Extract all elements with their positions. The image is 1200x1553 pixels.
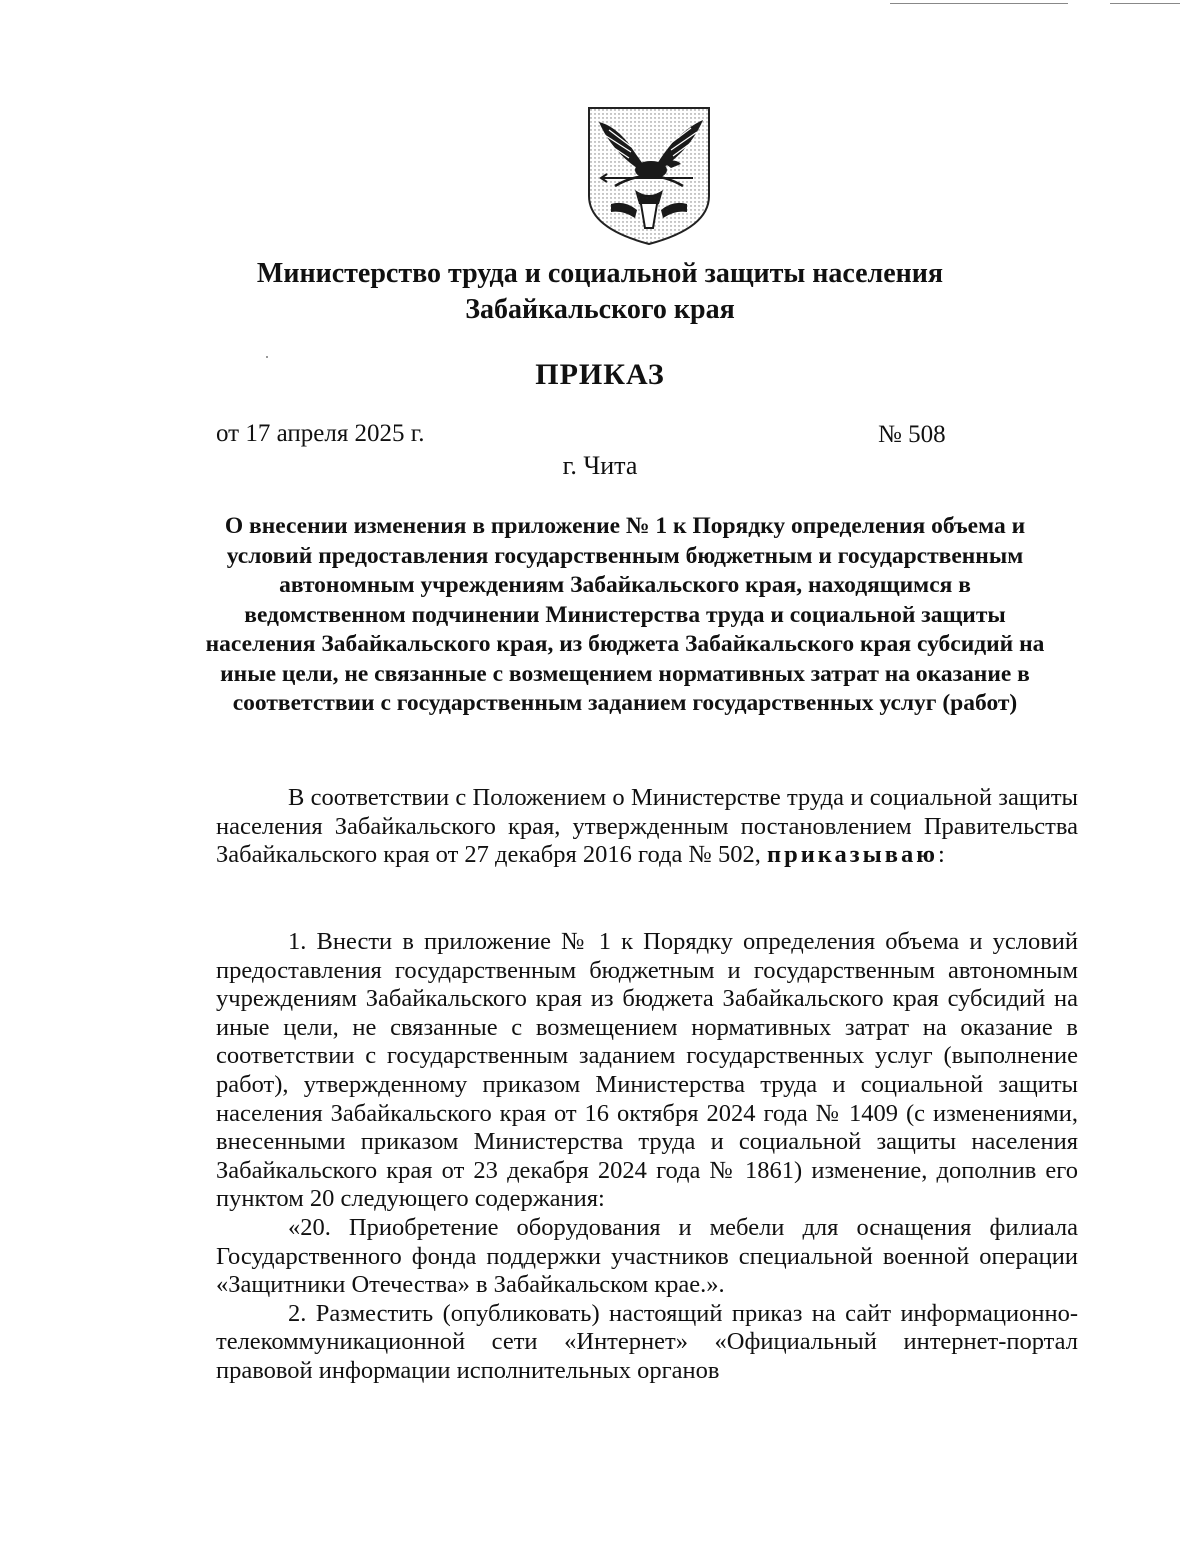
ministry-name-line1: Министерство труда и социальной защиты населения [256,258,944,289]
document-number: № 508 [878,421,946,448]
preamble-section [216,784,1078,870]
order-items-section [216,928,1078,1386]
document-city: г. Чита [562,451,638,480]
document-subject: О внесении изменения в приложение № 1 к Порядку определения объема и условий предоставления государственным бюджетным и государственным автономным учреждениям Забайкальского края, находящимся в ведомственном подчинении Министерства труда и социальной защиты населения Забайкальского края, из бюджета Забайкальского края субсидий на иные цели, не связанные с возмещением нормативных затрат на оказание в соответствии с государственным заданием государственных услуг (работ) [205,513,1045,716]
scan-artifact-line [1110,3,1180,4]
coat-of-arms-emblem [585,104,713,246]
ministry-name-line2: Забайкальского края [465,294,735,325]
ministry-name [200,256,1000,328]
decree-word: приказываю [766,841,938,869]
order-item-1: 1. Внести в приложение № 1 к Порядку определения объема и условий предоставления государственным бюджетным и государственным автономным учреждениям Забайкальского края из бюджета Забайкальского края субсидий на иные цели, не связанные с возмещением нормативных затрат на оказание в соответствии с государственным заданием государственных услуг (выполнение работ), утвержденному приказом Министерства труда и социальной защиты населения Забайкальского края от 16 октября 2024 года № 1409 (с изменениями, внесенными приказом Министерства труда и социальной защиты населения Забайкальского края от 23 декабря 2024 года № 1861) изменение, дополнив его пунктом 20 следующего содержания: [216,928,1078,1213]
decree-colon: : [937,841,945,869]
order-item-1-quote: «20. Приобретение оборудования и мебели для оснащения филиала Государственного фонда поддержки участников специальной военной операции «Защитники Отечества» в Забайкальском крае.». [216,1213,1078,1299]
scan-artifact-line [890,3,1068,4]
preamble-text: В соответствии с Положением о Министерстве труда и социальной защиты населения Забайкальского края, утвержденным постановлением Правительства Забайкальского края от 27 декабря 2016 года № 502, [216,784,1078,869]
order-item-2: 2. Разместить (опубликовать) настоящий приказ на сайт информационно-телекоммуникационной сети «Интернет» «Официальный интернет-портал правовой информации исполнительных органов [216,1299,1078,1384]
document-date: от 17 апреля 2025 г. [216,420,425,447]
preamble-paragraph [216,784,1078,870]
document-type-title: ПРИКАЗ [535,358,665,391]
